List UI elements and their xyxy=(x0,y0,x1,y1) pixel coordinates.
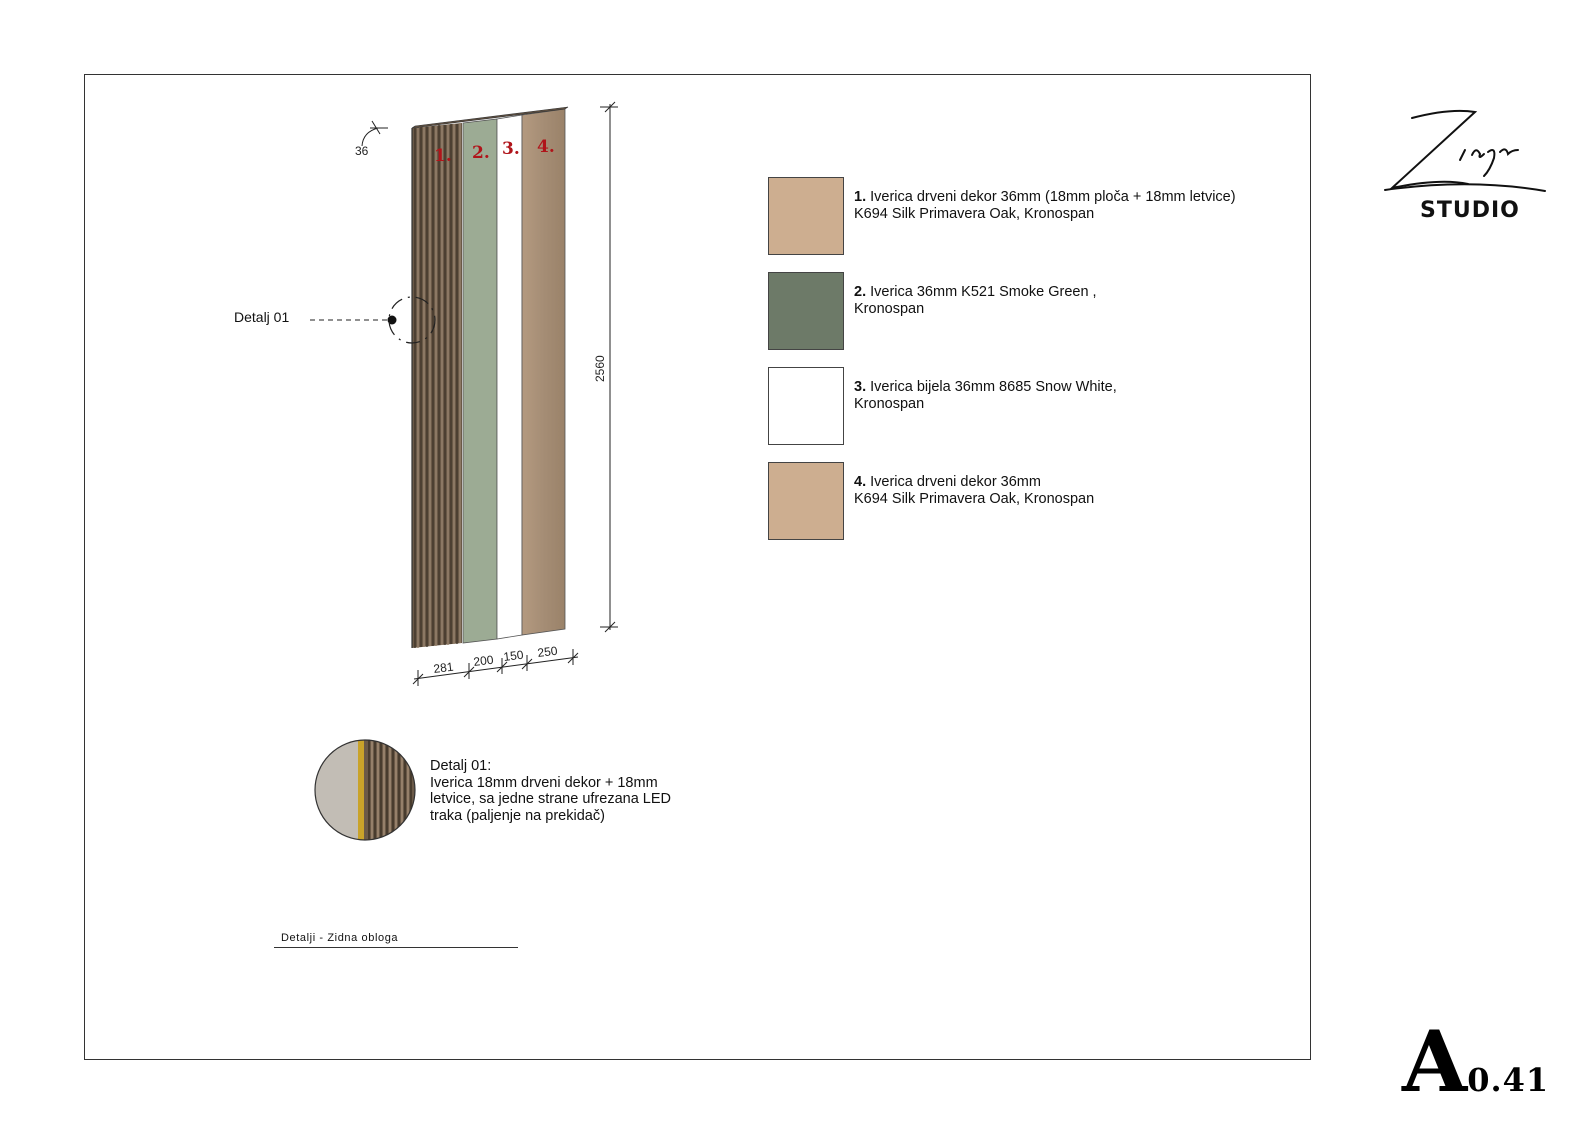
thickness-dim-label: 36 xyxy=(355,144,369,158)
legend-line2-2: Kronospan xyxy=(854,300,925,317)
legend-line1-1: Iverica drveni dekor 36mm (18mm ploča + 18mm letvice) xyxy=(870,189,1236,205)
legend-text-1 xyxy=(854,189,1236,222)
sheet-digits: 0.41 xyxy=(1467,1061,1550,1099)
section-label-3: 3. xyxy=(502,139,520,159)
height-dim-label: 2560 xyxy=(593,355,607,382)
legend-line1-3: Iverica bijela 36mm 8685 Snow White, xyxy=(870,379,1117,395)
thickness-dimension xyxy=(362,121,388,146)
panel-section-1-slats xyxy=(412,123,462,648)
detail-description: Detalj 01: Iverica 18mm drveni dekor + 18mm letvice, sa jedne strane ufrezana LED traka (paljenje na prekidač) xyxy=(430,758,671,824)
legend-line1-2: Iverica 36mm K521 Smoke Green , xyxy=(870,284,1097,300)
legend-item-1 xyxy=(768,177,1288,257)
swatch-smoke-green xyxy=(768,272,844,350)
legend-text-4 xyxy=(854,474,1094,507)
zinger-logo-script xyxy=(1385,111,1545,191)
logo-studio-word: STUDIO xyxy=(1420,198,1520,223)
view-title-underline xyxy=(274,947,518,948)
width-dim-281: 281 xyxy=(432,659,455,676)
section-label-1: 1. xyxy=(434,146,452,166)
section-label-2: 2. xyxy=(472,143,490,163)
legend-text-2 xyxy=(854,284,1097,317)
width-dim-200: 200 xyxy=(472,652,495,669)
legend-num-2: 2. xyxy=(854,284,867,300)
legend-num-4: 4. xyxy=(854,474,867,490)
sheet-number xyxy=(1402,1012,1550,1111)
legend-line2-1: K694 Silk Primavera Oak, Kronospan xyxy=(854,205,1095,222)
panel-section-4-oak xyxy=(522,109,565,635)
width-dim-250: 250 xyxy=(536,643,559,660)
legend-item-2 xyxy=(768,272,1288,352)
swatch-oak xyxy=(768,462,844,540)
panel-section-3-white xyxy=(497,115,522,639)
section-label-4: 4. xyxy=(537,137,555,157)
legend-line1-4: Iverica drveni dekor 36mm xyxy=(870,474,1041,490)
view-title: Detalji - Zidna obloga xyxy=(281,932,399,944)
legend-item-3 xyxy=(768,367,1288,447)
legend-num-1: 1. xyxy=(854,189,867,205)
swatch-white xyxy=(768,367,844,445)
detail-callout-label: Detalj 01 xyxy=(234,309,290,325)
panel-section-2-green xyxy=(463,119,497,643)
width-dim-150: 150 xyxy=(502,647,525,664)
legend-num-3: 3. xyxy=(854,379,867,395)
legend-line2-3: Kronospan xyxy=(854,395,925,412)
legend-text-3 xyxy=(854,379,1117,412)
swatch-oak xyxy=(768,177,844,255)
sheet-letter: A xyxy=(1402,1012,1468,1111)
legend-item-4 xyxy=(768,462,1288,542)
legend-line2-4: K694 Silk Primavera Oak, Kronospan xyxy=(854,490,1095,507)
